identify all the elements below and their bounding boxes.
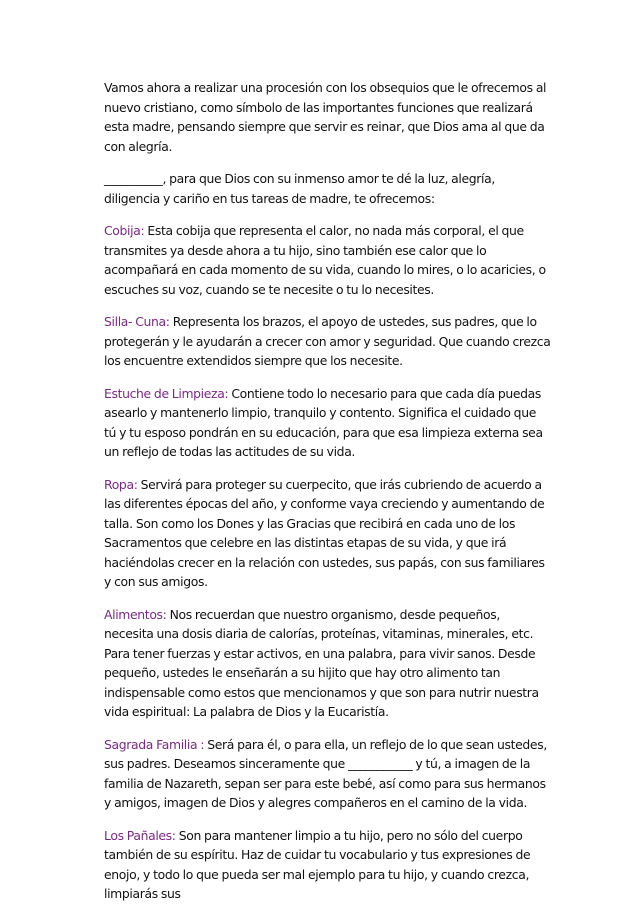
item-heading: Estuche de Limpieza: bbox=[104, 385, 229, 401]
item-heading: Cobija: bbox=[104, 223, 145, 238]
item-text: Son para mantener limpio a tu hijo, pero no sólo del cuerpo también de su espíritu. Haz de cuidar tu vocabulario y tus expresiones de enojo, y todo lo que pueda ser mal ejemplo para tu hijo, y cuando crezca, limpiarás sus bbox=[104, 827, 531, 901]
item-paragraph-silla-cuna bbox=[104, 312, 551, 371]
item-paragraph-alimentos bbox=[104, 605, 551, 722]
item-heading: Alimentos: bbox=[104, 606, 167, 622]
item-paragraph-panales bbox=[104, 826, 551, 904]
item-paragraph-cobija bbox=[104, 221, 551, 299]
document-page bbox=[104, 78, 551, 917]
item-text: Contiene todo lo necesario para que cada día puedas asearlo y mantenerlo limpio, tranquilo y contento. Significa el cuidado que tú y tu esposo pondrán en su educación, para que esa limpieza externa sea un reflejo de todas las actitudes de su vida. bbox=[104, 385, 543, 459]
item-paragraph-estuche bbox=[104, 384, 551, 462]
item-paragraph-sagrada-familia bbox=[104, 735, 551, 813]
dedication-paragraph: __________, para que Dios con su inmenso amor te dé la luz, alegría, diligencia y cariño en tus tareas de madre, te ofrecemos: bbox=[104, 171, 495, 206]
item-text: Esta cobija que representa el calor, no nada más corporal, el que transmites ya desde ahora a tu hijo, sino también ese calor que lo acompañará en cada momento de su vida, cuando lo mires, o lo acaricies, o escuches su voz, cuando se te necesite o tu lo necesites. bbox=[104, 223, 546, 297]
item-paragraph-ropa bbox=[104, 475, 551, 592]
item-heading: Ropa: bbox=[104, 476, 138, 492]
item-text: Será para él, o para ella, un reflejo de lo que sean ustedes, sus padres. Deseamos sinceramente que ___________ y tú, a imagen de la familia de Nazareth, sepan ser para este bebé, así como para sus hermanos y amigos, imagen de Dios y alegres compañeros en el camino de la vida. bbox=[104, 736, 547, 810]
item-text: Servirá para proteger su cuerpecito, que irás cubriendo de acuerdo a las diferentes épocas del año, y conforme vaya creciendo y aumentando de talla. Son como los Dones y las Gracias que recibirá en cada uno de los Sacramentos que celebre en las distintas etapas de su vida, y que irá haciéndolas crecer en la relación con ustedes, sus papás, con sus familiares y con sus amigos. bbox=[104, 476, 545, 589]
item-heading: Silla- Cuna: bbox=[104, 314, 170, 329]
item-heading: Sagrada Familia : bbox=[104, 736, 205, 752]
intro-paragraph: Vamos ahora a realizar una procesión con los obsequios que le ofrecemos al nuevo cristiano, como símbolo de las importantes funciones que realizará esta madre, pensando siempre que servir es reinar, que Dios ama al que da con alegría. bbox=[104, 80, 547, 154]
item-heading: Los Pañales: bbox=[104, 827, 176, 843]
item-text: Representa los brazos, el apoyo de ustedes, sus padres, que lo protegerán y le ayudarán a crecer con amor y seguridad. Que cuando crezca los encuentre extendidos siempre que los necesite. bbox=[104, 314, 551, 368]
item-text: Nos recuerdan que nuestro organismo, desde pequeños, necesita una dosis diaria de calorías, proteínas, vitaminas, minerales, etc. Para tener fuerzas y estar activos, en una palabra, para vivir sanos. Desde pequeño, ustedes le enseñarán a su hijito que hay otro alimento tan indispensable como estos que mencionamos y que son para nutrir nuestra vida espiritual: La palabra de Dios y la Eucaristía. bbox=[104, 606, 539, 719]
